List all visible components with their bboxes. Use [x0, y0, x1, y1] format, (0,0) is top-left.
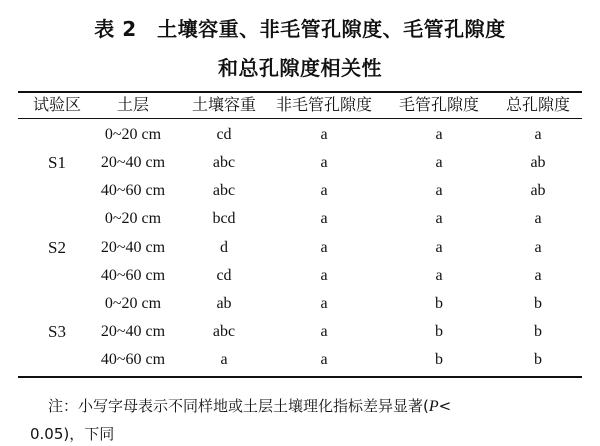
group-label-s2: S2: [48, 238, 66, 257]
cell-bulk-density: bcd: [212, 210, 236, 227]
cell-depth: 20~40 cm: [100, 154, 166, 171]
cell-noncapillary: a: [320, 351, 328, 368]
cell-total: a: [534, 267, 542, 284]
table-title-line1: 表 2 土壤容重、非毛管孔隙度、毛管孔隙度: [94, 17, 506, 41]
header-capillary-porosity: 毛管孔隙度: [398, 95, 479, 114]
cell-bulk-density: ab: [216, 295, 232, 312]
cell-capillary: b: [435, 323, 443, 340]
cell-bulk-density: abc: [212, 154, 236, 171]
cell-total: a: [534, 239, 542, 256]
cell-capillary: a: [435, 239, 443, 256]
cell-noncapillary: a: [320, 239, 328, 256]
cell-total: b: [534, 323, 542, 340]
table-footnote-line2: 0.05)，下同: [30, 425, 115, 443]
cell-noncapillary: a: [320, 295, 328, 312]
cell-noncapillary: a: [320, 182, 328, 199]
cell-noncapillary: a: [320, 154, 328, 171]
table-bottom-rule: [18, 376, 582, 378]
p-symbol: P: [428, 398, 439, 415]
cell-bulk-density: abc: [212, 182, 236, 199]
cell-depth: 40~60 cm: [100, 351, 166, 368]
cell-capillary: a: [435, 154, 443, 171]
cell-capillary: a: [435, 267, 443, 284]
cell-total: b: [534, 351, 542, 368]
header-total-porosity: 总孔隙度: [505, 95, 570, 114]
table-footnote-line1: [48, 396, 588, 417]
cell-capillary: a: [435, 126, 443, 143]
cell-bulk-density: abc: [212, 323, 236, 340]
cell-depth: 0~20 cm: [104, 210, 162, 227]
cell-total: a: [534, 210, 542, 227]
cell-depth: 40~60 cm: [100, 267, 166, 284]
cell-noncapillary: a: [320, 323, 328, 340]
less-than-symbol: <: [438, 397, 452, 415]
table-top-rule: [18, 91, 582, 93]
table-header-rule: [18, 118, 582, 119]
header-noncapillary-porosity: 非毛管孔隙度: [275, 95, 372, 114]
table-title-line2: 和总孔隙度相关性: [218, 56, 382, 80]
cell-capillary: b: [435, 351, 443, 368]
cell-bulk-density: cd: [216, 126, 232, 143]
cell-bulk-density: cd: [216, 267, 232, 284]
cell-total: ab: [530, 182, 546, 199]
cell-noncapillary: a: [320, 210, 328, 227]
cell-bulk-density: d: [220, 239, 228, 256]
cell-capillary: b: [435, 295, 443, 312]
cell-noncapillary: a: [320, 126, 328, 143]
header-trial-area: 试验区: [32, 95, 81, 114]
group-label-s3: S3: [48, 322, 66, 341]
cell-depth: 40~60 cm: [100, 182, 166, 199]
cell-total: a: [534, 126, 542, 143]
group-label-s1: S1: [48, 153, 66, 172]
cell-depth: 0~20 cm: [104, 126, 162, 143]
cell-depth: 0~20 cm: [104, 295, 162, 312]
cell-capillary: a: [435, 182, 443, 199]
header-bulk-density: 土壤容重: [191, 95, 256, 114]
cell-bulk-density: a: [220, 351, 228, 368]
cell-depth: 20~40 cm: [100, 323, 166, 340]
header-soil-layer: 土层: [116, 95, 149, 114]
cell-total: b: [534, 295, 542, 312]
cell-depth: 20~40 cm: [100, 239, 166, 256]
cell-noncapillary: a: [320, 267, 328, 284]
cell-capillary: a: [435, 210, 443, 227]
footnote-text: 注：小写字母表示不同样地或土层土壤理化指标差异显著(: [48, 397, 429, 415]
cell-total: ab: [530, 154, 546, 171]
